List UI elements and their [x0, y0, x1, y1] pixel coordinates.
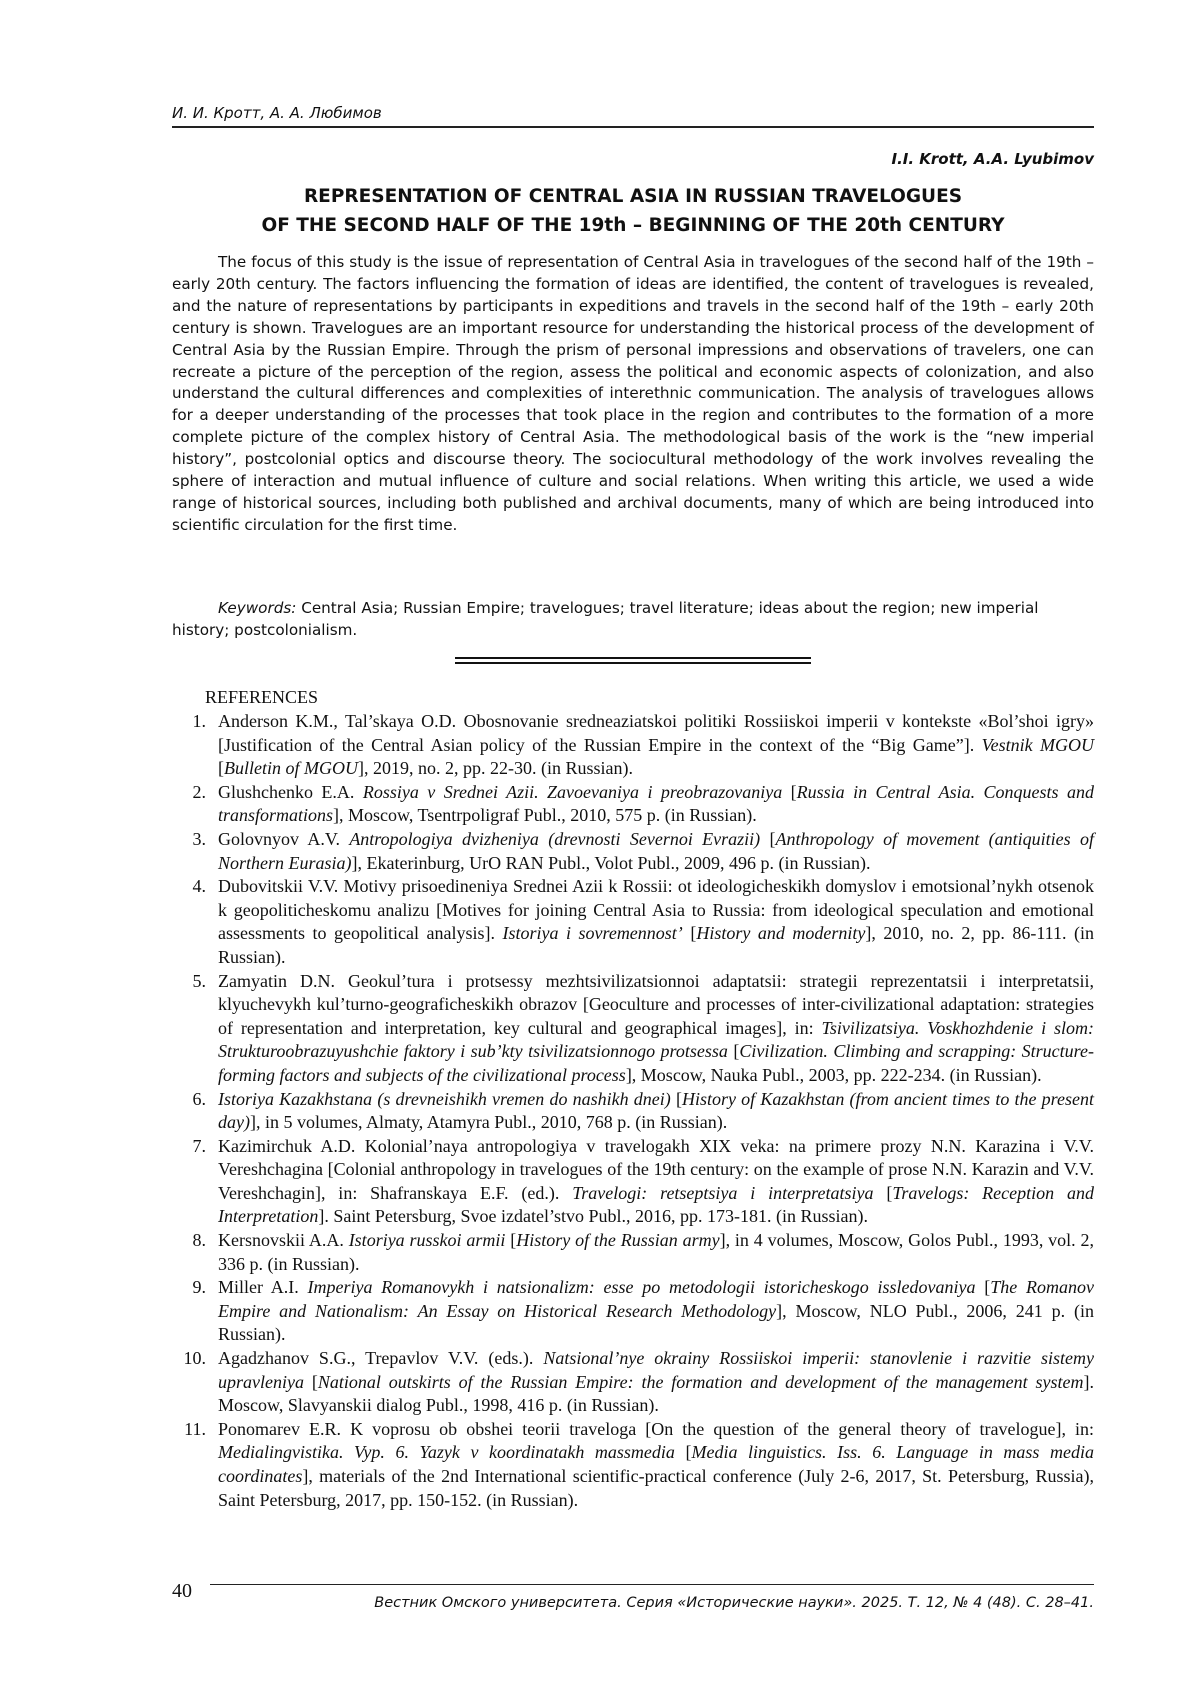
footer-rule — [210, 1584, 1094, 1585]
reference-segment: [ — [873, 1182, 893, 1203]
reference-text — [206, 710, 1094, 781]
reference-number: 10. — [183, 1348, 206, 1369]
reference-segment: Agadzhanov S.G., Trepavlov V.V. (eds.). — [218, 1348, 544, 1369]
reference-segment: ], 2019, no. 2, pp. 22-30. (in Russian). — [357, 758, 633, 779]
reference-segment: Kersnovskii A.A. — [218, 1230, 349, 1251]
reference-text — [206, 781, 1094, 828]
reference-segment: Dubovitskii V.V. Motivy prisoedineniya Srednei Azii k Rossii: ot ideologicheskikh domyslov i emotsional’nykh otsenok k geopoliticheskomu analizu [Motives for joining Central Asia to Russia: from ideological speculation and emotional assessments to geopolitical analysis]. — [218, 876, 1094, 944]
reference-segment: [ — [505, 1230, 517, 1251]
reference-number: 2. — [192, 781, 206, 802]
reference-segment: ], Moscow, NLO Publ., 2006, 241 p. (in Russian). — [218, 1300, 1094, 1345]
references-list — [172, 710, 1094, 1512]
reference-segment: [ — [682, 923, 697, 944]
reference-italic-segment: Antropologiya dvizheniya (drevnosti Severnoi Evrazii) — [349, 828, 761, 849]
reference-text — [206, 1418, 1094, 1512]
reference-segment: Zamyatin D.N. Geokul’tura i protsessy mezhtsivilizatsionnoi adaptatsii: strategii reprezentatsii i interpretatsii, klyuchevykh kul’turno-geograficheskikh obrazov [Geoculture and processes of inter-civilizational adaptation: strategies of representation and interpretation, key cultural and geographical images], in: — [218, 970, 1094, 1038]
keywords-label: Keywords: — [218, 599, 297, 617]
reference-segment: Miller A.I. — [218, 1277, 308, 1298]
reference-segment: [ — [670, 1088, 682, 1109]
article-authors: I.I. Krott, A.A. Lyubimov — [891, 150, 1094, 168]
reference-segment: ], Moscow, Tsentrpoligraf Publ., 2010, 575 p. (in Russian). — [333, 805, 757, 826]
reference-text — [206, 1347, 1094, 1418]
keywords — [172, 597, 1094, 641]
reference-italic-segment: History of Kazakhstan (from ancient times to the present day) — [218, 1088, 1094, 1133]
reference-number: 7. — [192, 1135, 206, 1156]
reference-italic-segment: Rossiya v Srednei Azii. Zavoevaniya i preobrazovaniya — [362, 781, 783, 802]
reference-item — [172, 1135, 1094, 1229]
header-rule — [172, 126, 1094, 128]
reference-segment: ], materials of the 2nd International scientific-practical conference (July 2-6, 2017, St. Petersburg, Russia), Saint Petersburg, 2017, pp. 150-152. (in Russian). — [218, 1466, 1094, 1510]
reference-italic-segment: The Romanov Empire and Nationalism: An Essay on Historical Research Methodology — [218, 1277, 1094, 1321]
reference-segment: Ponomarev E.R. K voprosu ob obshei teorii traveloga [On the question of the general theory of travelogue], in: — [218, 1418, 1094, 1439]
reference-segment: ], Ekaterinburg, UrO RAN Publ., Volot Publ., 2009, 496 p. (in Russian). — [351, 852, 871, 873]
reference-italic-segment: Travelogi: retseptsiya i interpretatsiya — [572, 1182, 874, 1203]
reference-item — [172, 1276, 1094, 1347]
reference-segment: [ — [674, 1442, 692, 1463]
reference-item — [172, 781, 1094, 828]
reference-italic-segment: Bulletin of MGOU — [224, 758, 358, 779]
reference-text — [206, 1229, 1094, 1276]
page-number: 40 — [172, 1580, 192, 1602]
reference-italic-segment: Istoriya i sovremennost’ — [502, 923, 683, 944]
reference-segment: Glushchenko E.A. — [218, 781, 363, 802]
keywords-text: Central Asia; Russian Empire; travelogues; travel literature; ideas about the region; new imperial history; postcolonialism. — [172, 599, 1039, 639]
reference-italic-segment: Istoriya Kazakhstana (s drevneishikh vremen do nashikh dnei) — [218, 1088, 671, 1109]
reference-italic-segment: Tsivilizatsiya. Voskhozhdenie i slom: Strukturoobrazuyushchie faktory i sub’kty tsivilizatsionnogo protsessa — [218, 1017, 1094, 1062]
reference-italic-segment: Istoriya russkoi armii — [348, 1230, 506, 1251]
article-title — [172, 182, 1094, 240]
reference-italic-segment: Anthropology of movement (antiquities of Northern Eurasia) — [218, 828, 1094, 873]
reference-italic-segment: Civilization. Climbing and scrapping: Structure-forming factors and subjects of the civilizational process — [218, 1041, 1094, 1085]
reference-segment: ], in 5 volumes, Almaty, Atamyra Publ., 2010, 768 p. (in Russian). — [249, 1112, 728, 1133]
reference-italic-segment: Medialingvistika. Vyp. 6. Yazyk v koordinatakh massmedia — [218, 1442, 675, 1463]
reference-number: 8. — [192, 1230, 206, 1251]
reference-text — [206, 1135, 1094, 1229]
reference-segment: ], in 4 volumes, Moscow, Golos Publ., 1993, vol. 2, 336 p. (in Russian). — [218, 1230, 1095, 1274]
reference-item — [172, 828, 1094, 875]
reference-segment: [ — [303, 1371, 318, 1392]
reference-number: 6. — [192, 1088, 206, 1109]
reference-italic-segment: Travelogs: Reception and Interpretation — [218, 1182, 1095, 1227]
references-heading: REFERENCES — [205, 687, 319, 707]
reference-text — [206, 1088, 1094, 1135]
reference-italic-segment: Vestnik MGOU — [981, 734, 1094, 755]
reference-segment: [ — [727, 1041, 740, 1062]
reference-segment: ], 2010, no. 2, pp. 86-111. (in Russian). — [218, 923, 1095, 967]
reference-segment: Golovnyov A.V. — [218, 828, 350, 849]
reference-segment: [ — [218, 758, 224, 779]
reference-segment: ]. Saint Petersburg, Svoe izdatel’stvo Publ., 2016, pp. 173-181. (in Russian). — [318, 1206, 868, 1227]
reference-segment: Anderson K.M., Tal’skaya O.D. Obosnovanie sredneaziatskoi politiki Rossiiskoi imperii v kontekste «Bol’shoi igry» [Justification of the Central Asian policy of the Russian Empire in the context of the “Big Game”]. — [218, 711, 1094, 755]
reference-segment: [ — [760, 828, 776, 849]
section-divider — [455, 657, 811, 664]
reference-text — [206, 1276, 1094, 1347]
reference-italic-segment: Imperiya Romanovykh i natsionalizm: esse po metodologii istoricheskogo issledovaniya — [307, 1277, 976, 1298]
reference-number: 4. — [192, 876, 206, 897]
reference-item — [172, 1229, 1094, 1276]
reference-italic-segment: History and modernity — [696, 923, 866, 944]
reference-segment: ], Moscow, Nauka Publ., 2003, pp. 222-234. (in Russian). — [625, 1064, 1042, 1085]
reference-italic-segment: Russia in Central Asia. Conquests and transformations — [218, 781, 1094, 826]
reference-segment: Kazimirchuk A.D. Kolonial’naya antropologiya v travelogakh XIX veka: na primere prozy N.N. Karazina i V.V. Vereshchagina [Colonial anthropology in travelogues of the 19th century: on the example of prose N.N. Karazin and V.V. Vereshchagin], in: Shafranskaya E.F. (ed.). — [218, 1135, 1094, 1203]
reference-text — [206, 875, 1094, 969]
reference-item — [172, 710, 1094, 781]
reference-number: 1. — [192, 711, 206, 731]
reference-italic-segment: Natsional’nye okrainy Rossiiskoi imperii: stanovlenie i razvitie sistemy upravleniya — [218, 1348, 1094, 1392]
title-line-2: OF THE SECOND HALF OF THE 19th – BEGINNING OF THE 20th CENTURY — [261, 215, 1005, 236]
reference-number: 3. — [192, 828, 206, 849]
reference-text — [206, 970, 1094, 1088]
running-header-authors: И. И. Кротт, А. А. Любимов — [172, 104, 382, 122]
reference-segment: ]. Moscow, Slavyanskii dialog Publ., 1998, 416 p. (in Russian). — [218, 1371, 1094, 1416]
abstract: The focus of this study is the issue of representation of Central Asia in travelogues of the second half of the 19th – early 20th century. The factors influencing the formation of ideas are identified, the content of travelogues is revealed, and the nature of representations by participants in expeditions and travels in the second half of the 19th – early 20th century is shown. Travelogues are an important resource for understanding the historical process of the development of Central Asia by the Russian Empire. Through the prism of personal impressions and observations of travelers, one can recreate a picture of the perception of the region, assess the political and economic aspects of colonization, and also understand the cultural differences and complexities of interethnic communication. The analysis of travelogues allows for a deeper understanding of the processes that took place in the region and contributes to the formation of a more complete picture of the complex history of Central Asia. The methodological basis of the work is the “new imperial history”, postcolonial optics and discourse theory. The sociocultural methodology of the work involves revealing the sphere of interaction and mutual influence of culture and social relations. When writing this article, we used a wide range of historical sources, including both published and archival documents, many of which are being introduced into scientific circulation for the first time. — [172, 253, 1094, 534]
reference-item — [172, 1347, 1094, 1418]
reference-segment: [ — [975, 1277, 991, 1298]
reference-number: 5. — [192, 970, 206, 991]
reference-italic-segment: History of the Russian army — [516, 1230, 720, 1251]
reference-text — [206, 828, 1094, 875]
reference-segment: [ — [782, 781, 797, 802]
reference-item — [172, 1088, 1094, 1135]
reference-italic-segment: National outskirts of the Russian Empire: the formation and development of the management system — [317, 1371, 1084, 1392]
journal-citation: Вестник Омского университета. Серия «Исторические науки». 2025. Т. 12, № 4 (48). С. 28–41. — [374, 1595, 1094, 1611]
reference-item — [172, 970, 1094, 1088]
reference-number: 11. — [184, 1418, 206, 1439]
reference-number: 9. — [192, 1277, 206, 1298]
reference-item — [172, 1418, 1094, 1512]
title-line-1: REPRESENTATION OF CENTRAL ASIA IN RUSSIAN TRAVELOGUES — [303, 186, 963, 207]
reference-item — [172, 875, 1094, 969]
reference-italic-segment: Media linguistics. Iss. 6. Language in mass media coordinates — [218, 1442, 1094, 1486]
